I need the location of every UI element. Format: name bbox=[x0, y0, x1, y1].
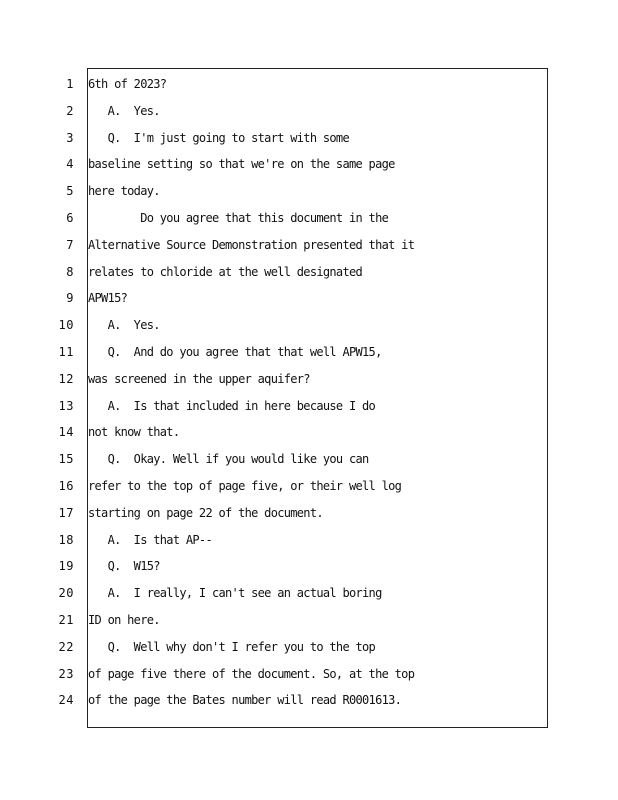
line-number: 13 bbox=[58, 398, 74, 413]
transcript-line: of the page the Bates number will read R0001613. bbox=[88, 693, 402, 708]
line-number: 17 bbox=[58, 505, 74, 520]
transcript-line: A. Yes. bbox=[88, 103, 160, 118]
transcript-line: ID on here. bbox=[88, 612, 160, 627]
line-number: 10 bbox=[58, 318, 74, 333]
transcript-line: Q. And do you agree that that well APW15, bbox=[88, 344, 382, 359]
transcript-line: 6th of 2023? bbox=[88, 77, 167, 91]
line-number: 2 bbox=[66, 103, 74, 118]
line-number: 9 bbox=[66, 291, 74, 306]
line-number: 19 bbox=[58, 559, 74, 574]
line-number: 12 bbox=[58, 371, 74, 386]
transcript-line: Q. I'm just going to start with some bbox=[88, 130, 349, 145]
line-number: 3 bbox=[66, 130, 74, 145]
transcript-line: refer to the top of page five, or their well log bbox=[88, 478, 402, 493]
transcript-line: Alternative Source Demonstration presented that it bbox=[88, 237, 415, 252]
line-number: 20 bbox=[58, 586, 74, 601]
line-number: 15 bbox=[58, 452, 74, 467]
transcript-text bbox=[88, 71, 543, 714]
transcript-line: was screened in the upper aquifer? bbox=[88, 371, 310, 386]
line-number: 24 bbox=[58, 693, 74, 708]
transcript-line: A. Is that AP-- bbox=[88, 532, 212, 547]
line-number: 22 bbox=[58, 639, 74, 654]
transcript-line: Do you agree that this document in the bbox=[88, 210, 389, 225]
line-number: 21 bbox=[58, 612, 74, 627]
line-number: 7 bbox=[66, 237, 74, 252]
line-number: 23 bbox=[58, 666, 74, 681]
transcript-line: not know that. bbox=[88, 425, 180, 440]
line-number: 5 bbox=[66, 184, 74, 199]
transcript-line: here today. bbox=[88, 184, 160, 199]
transcript-line: baseline setting so that we're on the same page bbox=[88, 157, 395, 172]
transcript-line: APW15? bbox=[88, 291, 128, 306]
line-number: 16 bbox=[58, 478, 74, 493]
line-number: 4 bbox=[66, 157, 74, 172]
transcript-line: of page five there of the document. So, at the top bbox=[88, 666, 415, 681]
transcript-line: A. Yes. bbox=[88, 318, 160, 333]
line-number: 8 bbox=[66, 264, 74, 279]
transcript-line: A. Is that included in here because I do bbox=[88, 398, 376, 413]
line-number: 11 bbox=[58, 344, 74, 359]
transcript-line: Q. W15? bbox=[88, 559, 160, 574]
line-number: 1 bbox=[66, 77, 74, 91]
transcript-line: Q. Okay. Well if you would like you can bbox=[88, 452, 369, 467]
transcript-line: relates to chloride at the well designated bbox=[88, 264, 363, 279]
line-number: 6 bbox=[66, 210, 74, 225]
transcript-line: A. I really, I can't see an actual boring bbox=[88, 586, 382, 601]
line-number-column bbox=[40, 71, 74, 714]
line-number: 18 bbox=[58, 532, 74, 547]
transcript-line: starting on page 22 of the document. bbox=[88, 505, 323, 520]
line-number: 14 bbox=[58, 425, 74, 440]
transcript-line: Q. Well why don't I refer you to the top bbox=[88, 639, 376, 654]
